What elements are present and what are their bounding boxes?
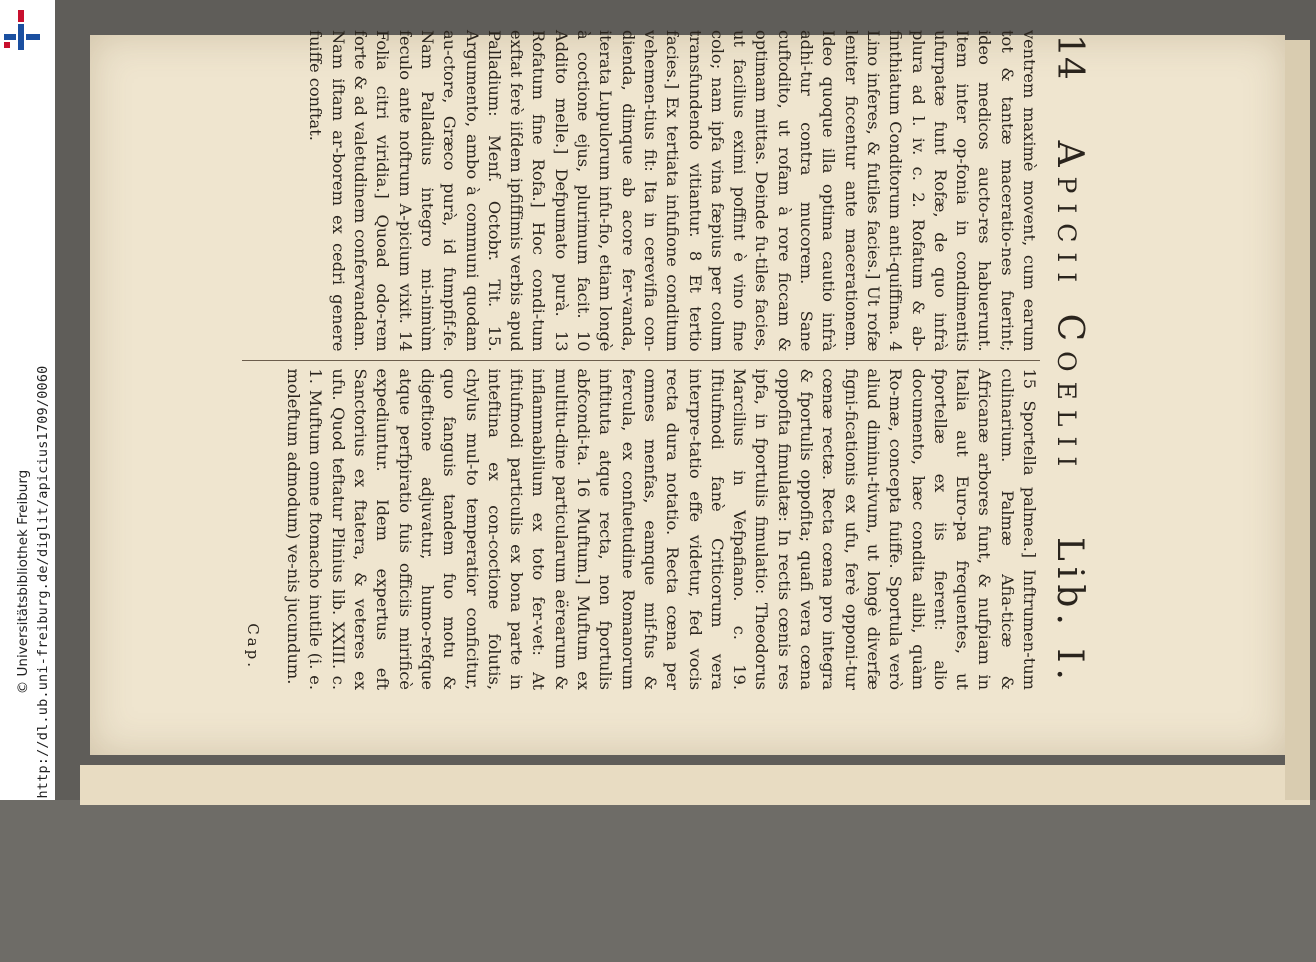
running-title: Apicii Coelii	[1049, 140, 1090, 477]
page-number: 14	[1049, 34, 1090, 80]
text-columns	[242, 30, 1040, 690]
right-column	[242, 361, 1040, 691]
left-column	[242, 30, 1040, 361]
viewer-sidebar	[0, 0, 56, 800]
book-label: Lib. I.	[1049, 536, 1090, 686]
university-logo-icon	[2, 8, 44, 52]
page-content	[130, 30, 1090, 690]
left-column-text: ventrem maximè movent, cum earum tot & tantæ maceratio-nes fuerint; ideo medicos aucto-res habuerunt. Item inter op-fonia in condimentis ufurpatæ funt Rofæ, de quo infrà plura ad l. iv. c. 2. Rofatum & ab-finthiatum Conditorum anti-quiffima. 4 Lino inferes, & futiles facies.] Ut rofæ leniter ficcentur ante macerationem. Ideo quoque illa optima cautio infrà adhi-tur contra mucorem. Sane cuftodito, ut rofam à rore ficcam & optimam mittas. Deinde fu-tiles facies, ut facilius eximi poffint è vino fine colo; nam ipfa vina fæpius per colum transfundendo vitiantur. 8 Et tertio facies.] Ex tertiata infufione conditum vehemen-tius fit: Ita in cerevifia con-dienda, dimque ab acore fer-vanda, iterata Lupulorum infu-fio, etiam longè à coctione ejus, plurimum facit. 10 Addito melle.] Defpumato purà. 13 Rofatum fine Rofa.] Hoc condi-tum exftat ferè iifdem ipfiffimis verbis apud Palladium: Menf. Octobr. Tit. 15. Argumento, ambo à communi quodam au-ctore, Græco purà, id fumpfif-fe. Nam Palladius integro mi-nimùm feculo ante noftrum A-picium vixit. 14 Folia citri viridia.] Quoad odo-rem forte & ad valetudinem confervandam. Nam iftam ar-borem ex cedri genere fuiffe conftat.	[306, 30, 1039, 352]
right-column-text: 15 Sportella palmea.] Inftrumen-tum culinarium. Palmæ Afia-ticæ & Africanæ arbores funt, & nufpiam in Italia aut Euro-pa frequentes, ut fportellæ ex iis fierent: alio documento, hæc condita alibi, quàm Ro-mæ, concepta fuiffe. Sportula verò aliud diminu-tivum, ut longè diverfæ figni-ficationis ex ufu, ferè opponi-tur cœnæ rectæ. Recta cœna pro integra & fportulis oppofita; quafi vera cœna oppofita fimulatæ: In rectis cœnis res ipfa, in fportulis fimulatio: Theodorus Marcilius in Vefpafiano. c. 19. Iftiufmodi fanè Criticorum vera interpre-tatio effe videtur, fed vocis recta dura notatio. Recta cœna per omnes menfas, eamque mif-fus & fercula, ex confuetudine Romanorum inftituta atque recta, non fportulis abfcondi-ta. 16 Muftum.] Muftum ex multitu-dine particularum aërearum & inflammabilium ex toto fer-vet: At iftiufmodi particulis ex bona parte in inteftina ex con-coctione folutis, chylus mul-to temperatior conficitur, quo fanguis tandem fuo motu & digeftione adjuvatur, humo-refque atque perfpiratio fuis officiis mirificè expediuntur. Idem expertus eft Sanctorius ex ftatera, & veteres ex ufu. Quod teftatur Plinius lib. XXIII. c. 1. Muftum omne ftomacho inutile (i. e. moleftum admodum) ve-nis jucundum.	[284, 368, 1039, 690]
copyright-notice: © Universitätsbibliothek Freiburg	[15, 469, 31, 695]
running-head	[1046, 30, 1090, 690]
catchword: Cap.	[243, 623, 262, 670]
next-page-edge	[80, 765, 1310, 805]
document-url[interactable]: http://dl.ub.uni-freiburg.de/diglit/apicius1709/0060	[35, 365, 51, 799]
page-fore-edge	[1285, 40, 1310, 800]
